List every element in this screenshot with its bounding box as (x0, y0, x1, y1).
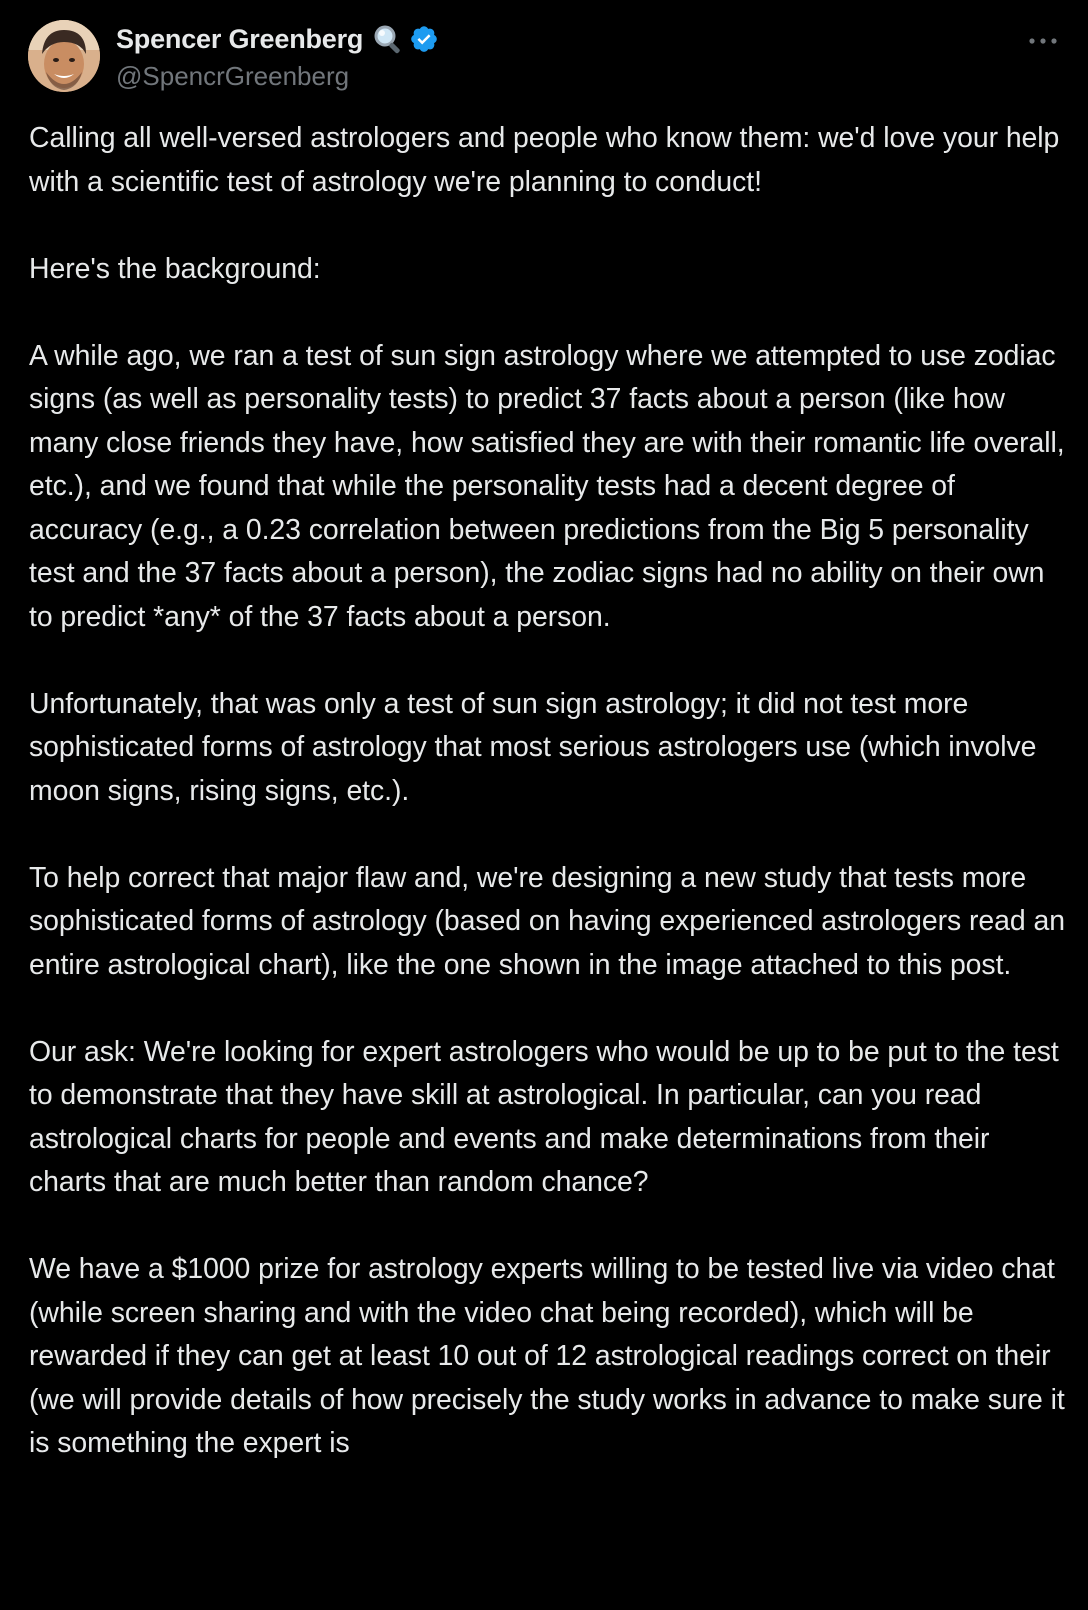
tweet-paragraph: Unfortunately, that was only a test of sun sign astrology; it did not test more sophisticated forms of astrology that most serious astrologers use (which involve moon signs, rising signs, etc.). (29, 687, 1045, 807)
name-row (116, 20, 439, 58)
avatar[interactable] (28, 20, 100, 92)
tweet-paragraph: We have a $1000 prize for astrology experts willing to be tested live via video chat (while screen sharing and with the video chat being recorded), which will be rewarded if they can get at least 10 out of 12 astrological readings correct on their (we will provide details of how precisely the study works in advance to make sure it is something the expert is (29, 1253, 1073, 1459)
tweet-paragraph: Calling all well-versed astrologers and people who know them: we'd love your help with a scientific test of astrology we're planning to conduct! (29, 122, 1068, 198)
verified-badge-icon[interactable] (409, 24, 439, 54)
tweet-paragraph: A while ago, we ran a test of sun sign astrology where we attempted to use zodiac signs (as well as personality tests) to predict 37 facts about a person (like how many close friends they have, how satisfied they are with their romantic life overall, etc.), and we found that while the personality tests had a decent degree of accuracy (e.g., a 0.23 correlation between predictions from the Big 5 personality test and the 37 facts about a person), the zodiac signs had no ability on their own to predict *any* of the 37 facts about a person. (29, 339, 1073, 633)
author-handle[interactable]: @SpencrGreenberg (116, 61, 350, 91)
magnifying-glass-icon (371, 22, 405, 56)
more-options-button[interactable] (1026, 24, 1060, 58)
tweet-text (29, 117, 1073, 1509)
tweet-header (28, 20, 1060, 94)
tweet-paragraph: To help correct that major flaw and, we're designing a new study that tests more sophisticated forms of astrology (based on having experienced astrologers read an entire astrological chart), like the one shown in the image attached to this post. (29, 861, 1073, 981)
author-names (116, 20, 439, 94)
tweet-paragraph: Our ask: We're looking for expert astrologers who would be up to be put to the test to demonstrate that they have skill at astrological. In particular, can you read astrological charts for people and events and make determinations from their charts that are much better than random chance? (29, 1035, 1067, 1198)
more-options-icon (1028, 37, 1058, 45)
author-display-name[interactable]: Spencer Greenberg (116, 23, 364, 54)
tweet-paragraph: Here's the background: (29, 252, 321, 285)
